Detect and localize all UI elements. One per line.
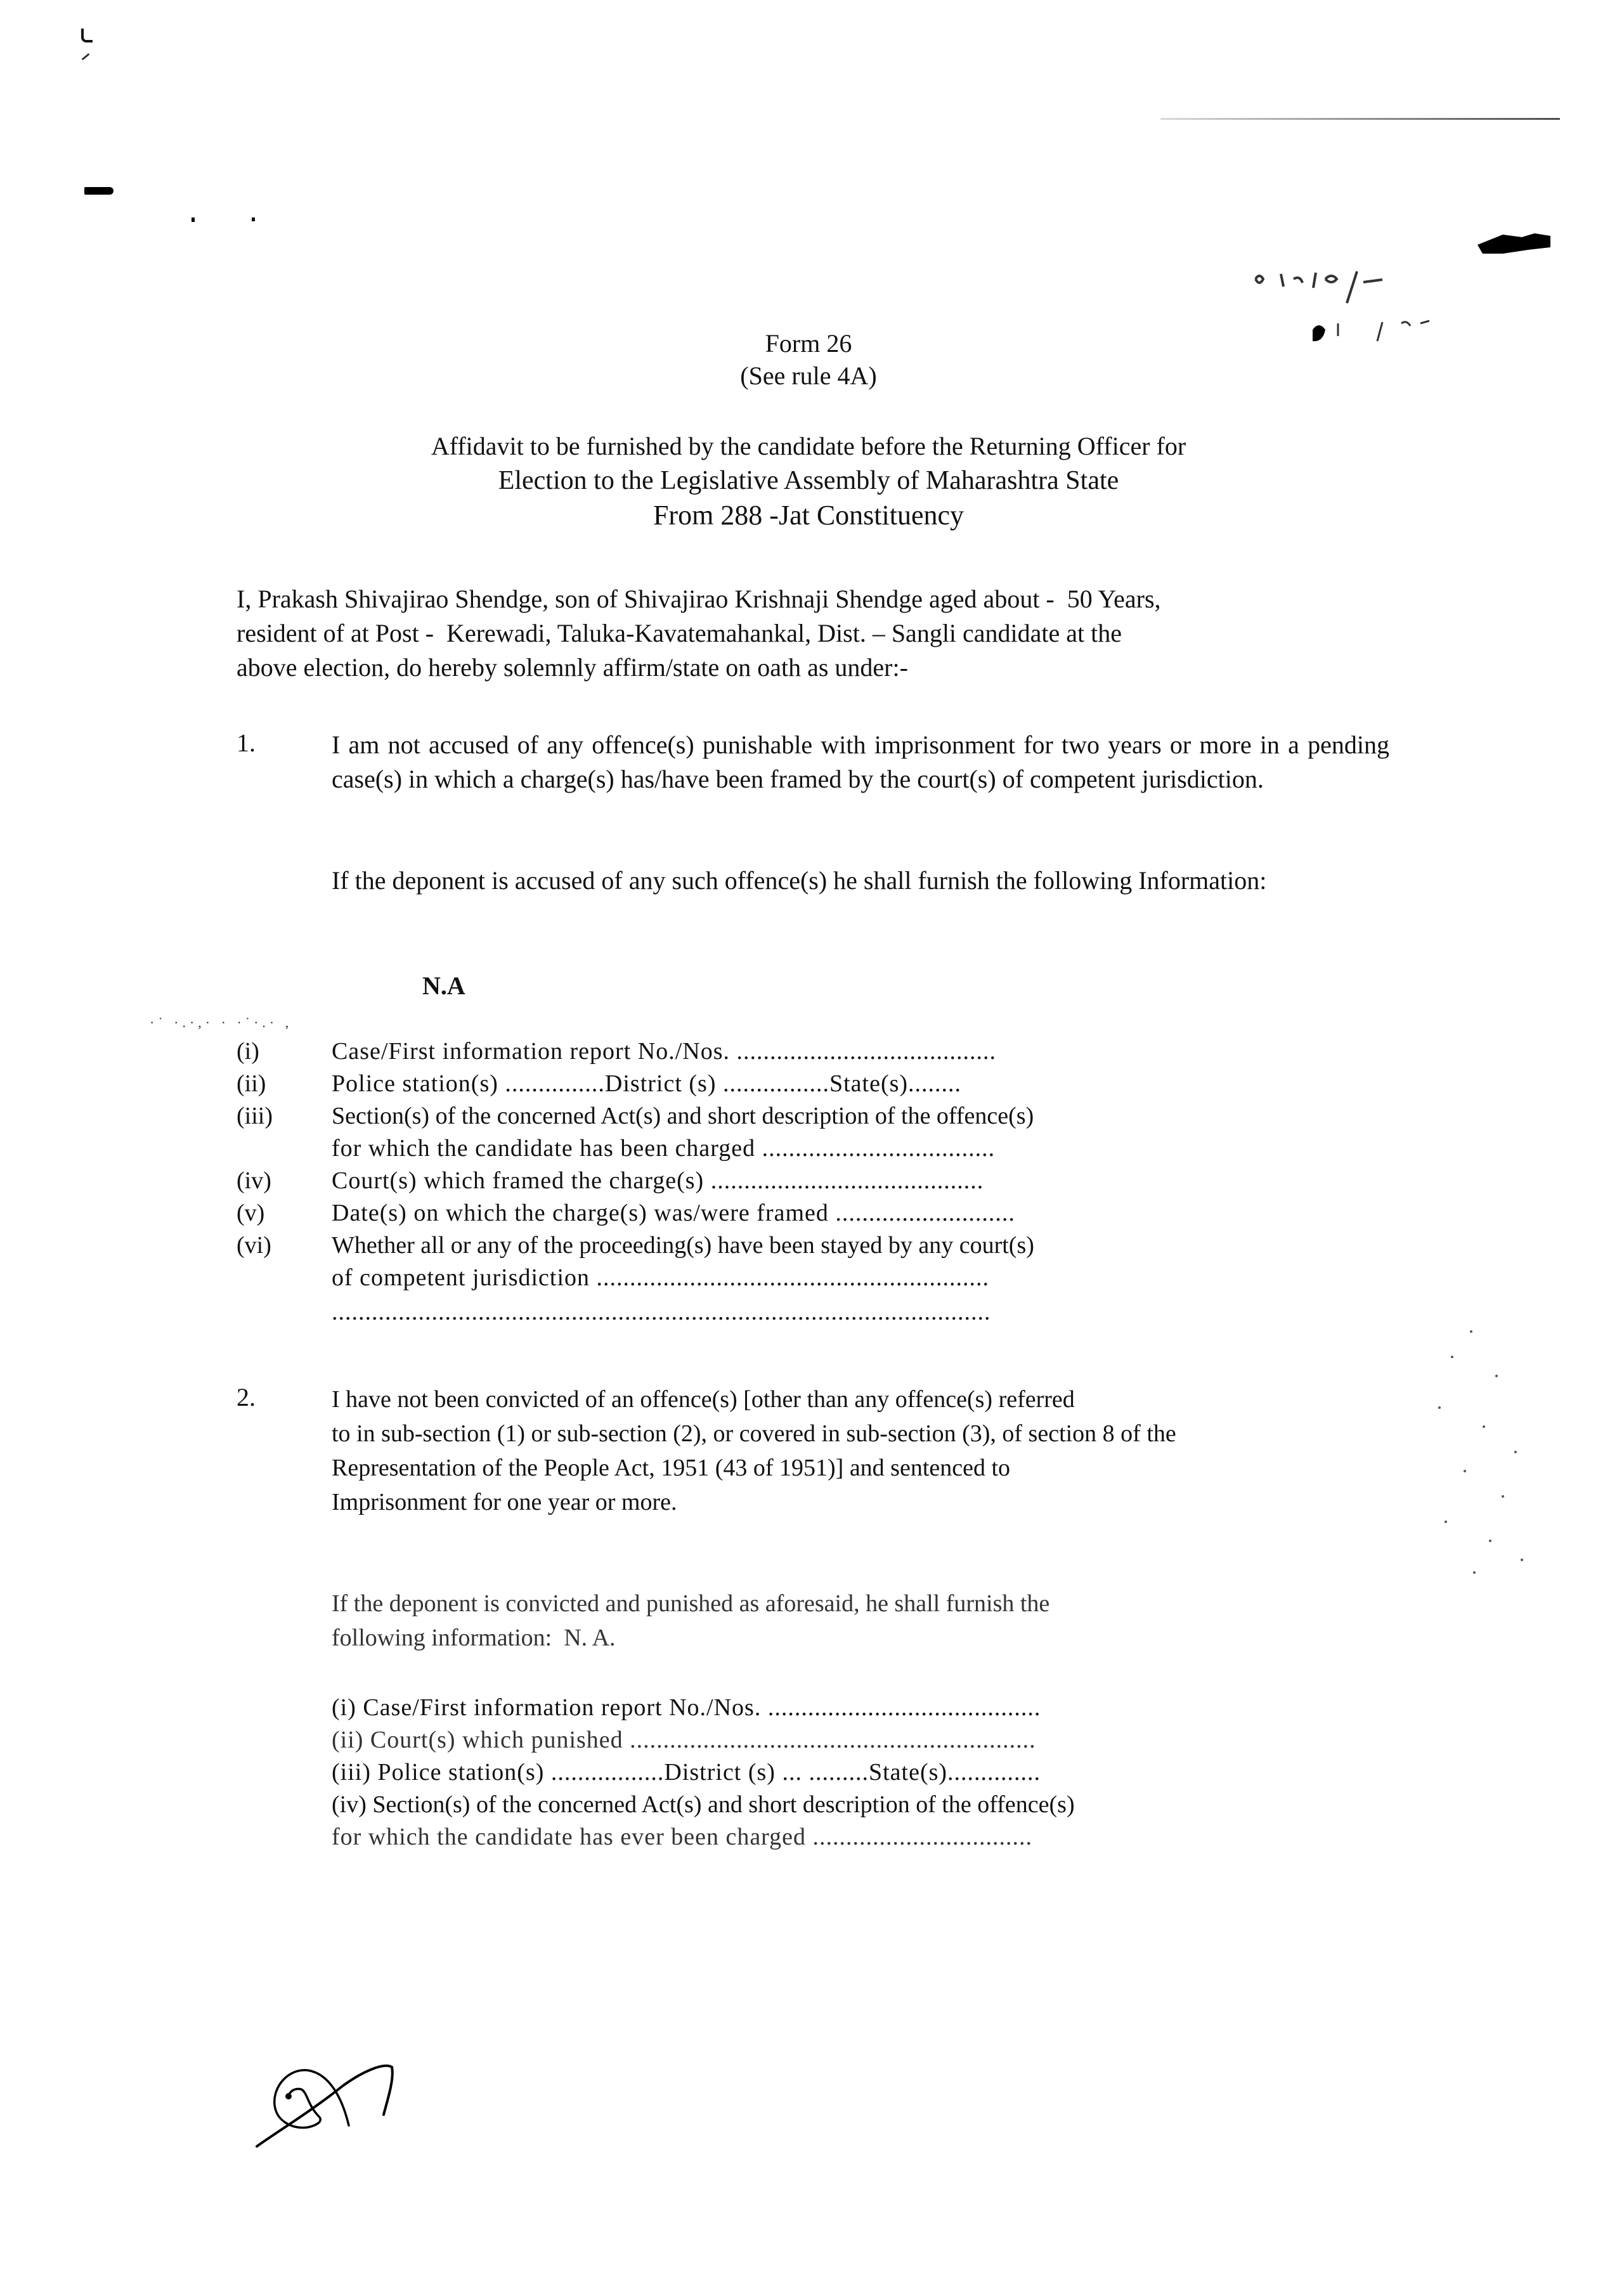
section-2-line-3: Representation of the People Act, 1951 (43 of 1951)] and sentenced to bbox=[332, 1455, 1011, 1481]
s1-item-stayed-cont: of competent jurisdiction ........................................................... bbox=[332, 1264, 990, 1291]
scan-speckles-right bbox=[1427, 1319, 1541, 1585]
section-2-line-2: to in sub-section (1) or sub-section (2), or covered in sub-section (3), of section 8 of the bbox=[332, 1420, 1176, 1447]
scan-line-top-right bbox=[1160, 118, 1560, 120]
s1-item-case-fir: Case/First information report No./Nos. ....................................... bbox=[332, 1038, 996, 1065]
s1-item-court: Court(s) which framed the charge(s) ......................................... bbox=[332, 1167, 984, 1194]
rule-reference: (See rule 4A) bbox=[740, 361, 877, 390]
s1-item-label-iii: (iii) bbox=[237, 1103, 273, 1129]
s1-item-sections-cont: for which the candidate has been charged ................................... bbox=[332, 1135, 996, 1162]
section-1-answer: N.A bbox=[422, 971, 465, 1000]
s2-item-court: (ii) Court(s) which punished ............................................................. bbox=[332, 1727, 1036, 1753]
s2-item-police-station: (iii) Police station(s) .................District (s) ... .........State(s).............. bbox=[332, 1759, 1041, 1786]
section-1-number: 1. bbox=[237, 729, 256, 757]
affidavit-heading-line-1: Affidavit to be furnished by the candidate before the Returning Officer for bbox=[431, 432, 1186, 460]
section-2-instruction-line-2: following information: N. A. bbox=[332, 1625, 616, 1651]
deponent-intro-line-3: above election, do hereby solemnly affirm/state on oath as under:- bbox=[237, 653, 908, 682]
s1-item-label-ii: (ii) bbox=[237, 1070, 266, 1097]
section-2-line-4: Imprisonment for one year or more. bbox=[332, 1489, 677, 1515]
scan-mark-top-left-2 bbox=[82, 53, 90, 60]
s1-continuation-line: ................................................................................................... bbox=[332, 1299, 991, 1325]
s1-item-police-station: Police station(s) ...............District (s) ................State(s)........ bbox=[332, 1070, 962, 1097]
section-1-instruction: If the deponent is accused of any such offence(s) he shall furnish the following Information: bbox=[332, 866, 1267, 895]
scan-dash-left bbox=[84, 187, 114, 195]
s2-item-sections-cont: for which the candidate has ever been charged ................................. bbox=[332, 1824, 1033, 1850]
s1-item-label-v: (v) bbox=[237, 1200, 265, 1226]
affidavit-heading-line-2: Election to the Legislative Assembly of Maharashtra State bbox=[498, 466, 1119, 495]
section-2-instruction-line-1: If the deponent is convicted and punished as aforesaid, he shall furnish the bbox=[332, 1590, 1050, 1617]
scan-mark-top-left bbox=[81, 29, 93, 42]
scan-dot bbox=[192, 217, 195, 222]
deponent-intro-line-2: resident of at Post - Kerewadi, Taluka-Kavatemahankal, Dist. – Sangli candidate at the bbox=[237, 619, 1122, 647]
s1-item-label-vi: (vi) bbox=[237, 1232, 271, 1259]
s2-item-sections: (iv) Section(s) of the concerned Act(s) and short description of the offence(s) bbox=[332, 1791, 1075, 1818]
scan-speckles: ·˙ ·.·,· · ·˙·.· , bbox=[150, 1015, 293, 1030]
s1-item-label-i: (i) bbox=[237, 1038, 259, 1065]
form-title: Form 26 bbox=[765, 329, 852, 358]
s1-item-date: Date(s) on which the charge(s) was/were framed ........................... bbox=[332, 1200, 1015, 1226]
deponent-signature bbox=[254, 2054, 406, 2181]
s1-item-sections: Section(s) of the concerned Act(s) and short description of the offence(s) bbox=[332, 1103, 1034, 1129]
s2-item-case-fir: (i) Case/First information report No./Nos. ......................................... bbox=[332, 1694, 1041, 1721]
deponent-intro-line-1: I, Prakash Shivajirao Shendge, son of Shivajirao Krishnaji Shendge aged about - 50 Years, bbox=[237, 585, 1161, 613]
section-2-line-1: I have not been convicted of an offence(s) [other than any offence(s) referred bbox=[332, 1386, 1075, 1413]
s1-item-label-iv: (iv) bbox=[237, 1167, 271, 1194]
scan-dot bbox=[252, 217, 255, 221]
section-1-statement: I am not accused of any offence(s) punishable with imprisonment for two years or more in a pending case(s) in which a charge(s) has/have been framed by the court(s) of competent jurisdiction. bbox=[332, 730, 1389, 793]
affidavit-heading-line-3: From 288 -Jat Constituency bbox=[653, 500, 964, 531]
section-2-number: 2. bbox=[237, 1383, 256, 1411]
s1-item-stayed: Whether all or any of the proceeding(s) have been stayed by any court(s) bbox=[332, 1232, 1034, 1259]
